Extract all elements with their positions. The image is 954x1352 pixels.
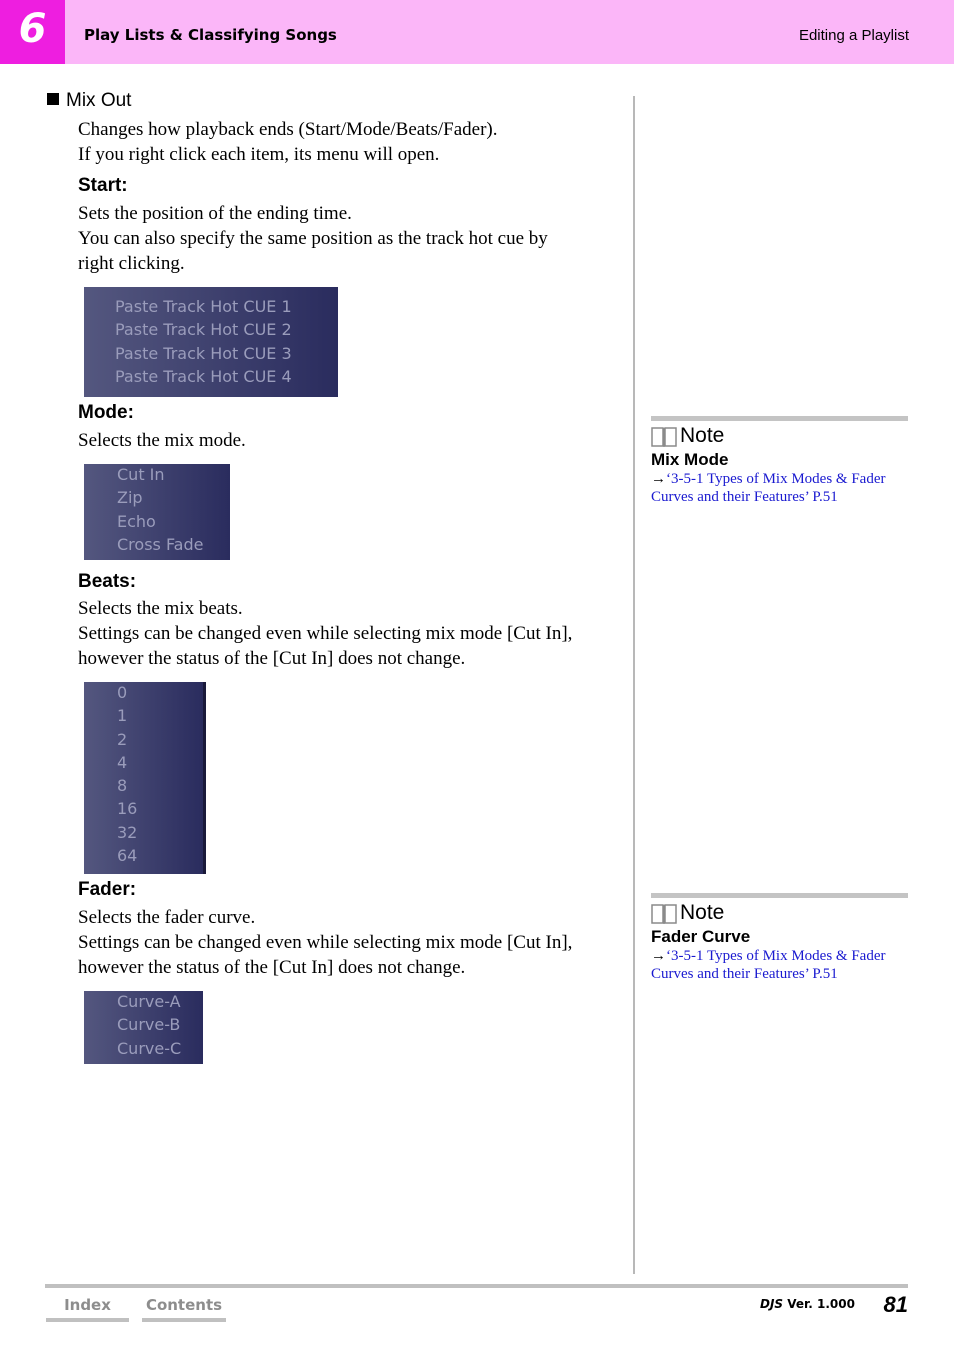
note-link[interactable]: →‘3-5-1 Types of Mix Modes & Fader Curves and their Features’ P.51 [651, 471, 886, 505]
menu-item-paste-hot-cue-1[interactable]: Paste Track Hot CUE 1 [115, 297, 292, 316]
mode-context-menu [84, 464, 230, 560]
chapter-tab [0, 0, 65, 64]
fader-heading: Fader: [78, 879, 137, 900]
mode-description: Selects the mix mode. [78, 430, 246, 451]
mode-heading: Mode: [78, 402, 134, 423]
chapter-number: 6 [18, 6, 47, 52]
version-label: DJS Ver. 1.000 [760, 1297, 855, 1311]
fader-description: Selects the fader curve. Settings can be changed even while selecting mix mode [Cut In], however the status of the [Cut In] does not change. [78, 907, 573, 978]
menu-item-cut-in[interactable]: Cut In [117, 465, 165, 484]
beats-heading: Beats: [78, 571, 137, 592]
arrow-right-icon: → [651, 948, 666, 964]
menu-item-beats-32[interactable]: 32 [117, 823, 138, 842]
note-label: Note [680, 901, 725, 924]
note-divider [651, 893, 908, 898]
start-description: Sets the position of the ending time. You can also specify the same position as the track hot cue by right clicking. [78, 203, 548, 274]
mix-out-intro: Changes how playback ends (Start/Mode/Beats/Fader). If you right click each item, its menu will open. [78, 119, 498, 165]
menu-item-beats-0[interactable]: 0 [117, 683, 128, 702]
menu-item-curve-c[interactable]: Curve-C [117, 1039, 182, 1058]
square-bullet-icon [47, 93, 59, 105]
note-mix-mode [651, 416, 908, 506]
menu-item-curve-a[interactable]: Curve-A [117, 992, 181, 1011]
book-icon [651, 903, 677, 925]
page-number: 81 [883, 1292, 908, 1317]
chapter-title: Play Lists & Classifying Songs [84, 26, 337, 44]
menu-item-beats-4[interactable]: 4 [117, 753, 128, 772]
contents-button[interactable]: Contents [142, 1292, 226, 1322]
menu-item-beats-64[interactable]: 64 [117, 846, 138, 865]
start-context-menu [84, 287, 338, 397]
mix-out-heading: Mix Out [47, 90, 131, 112]
arrow-right-icon: → [651, 471, 666, 487]
footer-divider [45, 1284, 908, 1288]
menu-item-paste-hot-cue-3[interactable]: Paste Track Hot CUE 3 [115, 344, 292, 363]
start-heading: Start: [78, 175, 128, 196]
beats-context-menu [84, 682, 206, 874]
menu-item-echo[interactable]: Echo [117, 512, 156, 531]
column-divider [633, 96, 635, 1274]
menu-item-beats-8[interactable]: 8 [117, 776, 128, 795]
note-label: Note [680, 424, 725, 447]
section-title: Editing a Playlist [798, 27, 909, 44]
note-link[interactable]: →‘3-5-1 Types of Mix Modes & Fader Curves and their Features’ P.51 [651, 948, 886, 982]
note-title: Mix Mode [651, 450, 729, 469]
menu-item-paste-hot-cue-4[interactable]: Paste Track Hot CUE 4 [115, 367, 292, 386]
index-button[interactable]: Index [46, 1292, 129, 1322]
fader-context-menu [84, 991, 203, 1064]
menu-item-curve-b[interactable]: Curve-B [117, 1015, 181, 1034]
page-header [0, 0, 954, 64]
menu-item-paste-hot-cue-2[interactable]: Paste Track Hot CUE 2 [115, 320, 292, 339]
note-fader-curve [651, 893, 908, 983]
book-icon [651, 426, 677, 448]
note-divider [651, 416, 908, 421]
menu-item-beats-2[interactable]: 2 [117, 730, 128, 749]
menu-item-beats-16[interactable]: 16 [117, 799, 138, 818]
menu-item-zip[interactable]: Zip [117, 488, 143, 507]
menu-item-cross-fade[interactable]: Cross Fade [117, 535, 204, 554]
menu-item-beats-1[interactable]: 1 [117, 706, 128, 725]
note-title: Fader Curve [651, 927, 751, 946]
beats-description: Selects the mix beats. Settings can be changed even while selecting mix mode [Cut In], however the status of the [Cut In] does not change. [78, 598, 573, 669]
